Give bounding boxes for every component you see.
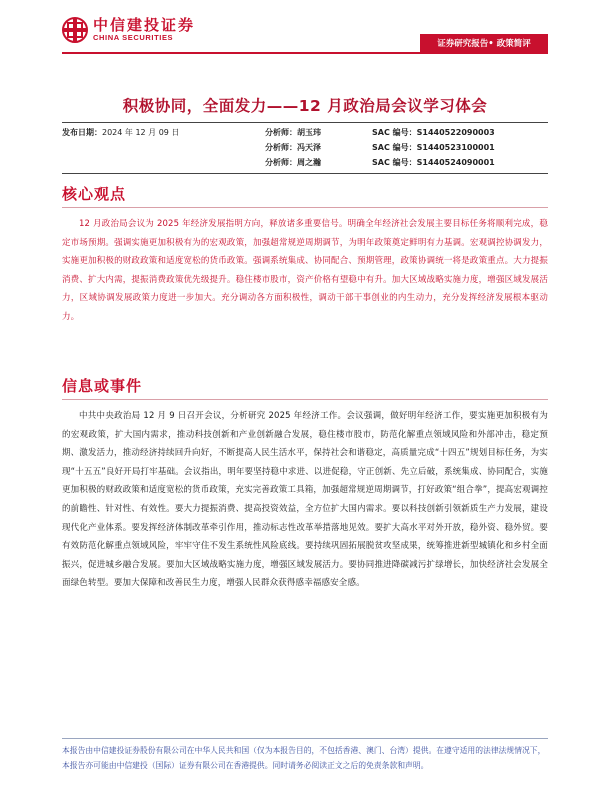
core-view-divider: [62, 207, 548, 208]
analyst-row: [265, 158, 321, 168]
analyst-label: 分析师：: [265, 128, 297, 137]
meta-top-divider: [62, 122, 548, 123]
event-divider: [62, 399, 548, 400]
publish-date-value: 2024 年 12 月 09 日: [102, 128, 180, 137]
citic-logo-icon: [62, 17, 88, 43]
analyst-label: 分析师：: [265, 143, 297, 152]
logo-chinese-name: 中信建投证券: [93, 16, 196, 34]
analyst-row: [265, 143, 321, 153]
analyst-name: 周之瀚: [297, 158, 321, 167]
publish-date: [62, 128, 179, 138]
logo-english-name: CHINA SECURITIES: [93, 33, 174, 42]
report-category: 证券研究报告• 政策简评: [437, 39, 531, 49]
analyst-sac: [372, 158, 495, 168]
publish-date-label: 发布日期：: [62, 128, 102, 137]
analyst-sac: [372, 143, 495, 153]
sac-number: S1440524090001: [416, 158, 495, 167]
sac-label: SAC 编号：: [372, 128, 417, 137]
header-divider: [62, 52, 548, 54]
sac-label: SAC 编号：: [372, 158, 417, 167]
core-view-heading: 核心观点: [62, 185, 127, 203]
event-heading: 信息或事件: [62, 377, 143, 395]
meta-bottom-divider: [62, 173, 548, 174]
report-category-band: [420, 34, 548, 52]
sac-label: SAC 编号：: [372, 143, 417, 152]
analyst-name: 胡玉玮: [297, 128, 321, 137]
report-title: 积极协同，全面发力——12 月政治局会议学习体会: [122, 97, 488, 115]
analyst-sac: [372, 128, 495, 138]
sac-number: S1440523100001: [416, 143, 495, 152]
analyst-name: 冯天泽: [297, 143, 321, 152]
analyst-row: [265, 128, 321, 138]
event-text: 中共中央政治局 12 月 9 日召开会议，分析研究 2025 年经济工作。会议强调，做好明年经济工作，要实施更加积极有为的宏观政策，扩大国内需求，推动科技创新和产业创新融合发展，稳住楼市股市，防范化解重点领域风险和外部冲击，稳定预期、激发活力，推动经济持续回升向好，不断提高人民生活水平，保持社会和谐稳定，高质量完成“十四五”规划目标任务，为实现“十五五”良好开局打牢基础。会议指出，明年要坚持稳中求进、以进促稳，守正创新、先立后破，系统集成、协同配合，实施更加积极的财政政策和适度宽松的货币政策，充实完善政策工具箱，加强超常规逆周期调节，打好政策“组合拳”，提高宏观调控的前瞻性、针对性、有效性。要大力提振消费、提高投资效益，全方位扩大国内需求。要以科技创新引领新质生产力发展，建设现代化产业体系。要发挥经济体制改革牵引作用，推动标志性改革举措落地见效。要扩大高水平对外开放，稳外资、稳外贸。要有效防范化解重点领域风险，牢牢守住不发生系统性风险底线。要持续巩固拓展脱贫攻坚成果，统筹推进新型城镇化和乡村全面振兴，促进城乡融合发展。要加大区域战略实施力度，增强区域发展活力。要协同推进降碳减污扩绿增长，加快经济社会发展全面绿色转型。要加大保障和改善民生力度，增强人民群众获得感幸福感安全感。: [62, 411, 548, 589]
analyst-label: 分析师：: [265, 158, 297, 167]
core-view-text: 12 月政治局会议为 2025 年经济发展指明方向，释放诸多重要信号。明确全年经济社会发展主要目标任务将顺利完成，稳定市场预期。强调实施更加积极有为的宏观政策，加强超常规逆周期调节，为明年政策奠定鲜明有力基调。宏观调控协调发力，实施更加积极的财政政策和适度宽松的货币政策。强调系统集成、协同配合、预期管理，政策协调统一将是政策重点。大力提振消费、扩大内需，提振消费政策优先级提升。稳住楼市股市，资产价格有望稳中有升。加大区域战略实施力度，增强区域发展活力，区域协调发展政策力度进一步加大。充分调动各方面积极性，调动干部干事创业的内生动力，充分发挥经济发展根本驱动力。: [62, 219, 548, 322]
footer-divider: [62, 738, 548, 739]
disclaimer-footer: 本报告由中信建投证券股份有限公司在中华人民共和国（仅为本报告目的，不包括香港、澳门、台湾）提供。在遵守适用的法律法规情况下，本报告亦可能由中信建投（国际）证券有限公司在香港提供。同时请务必阅读正文之后的免责条款和声明。: [62, 746, 546, 770]
sac-number: S1440522090003: [416, 128, 495, 137]
company-logo: [62, 17, 195, 43]
